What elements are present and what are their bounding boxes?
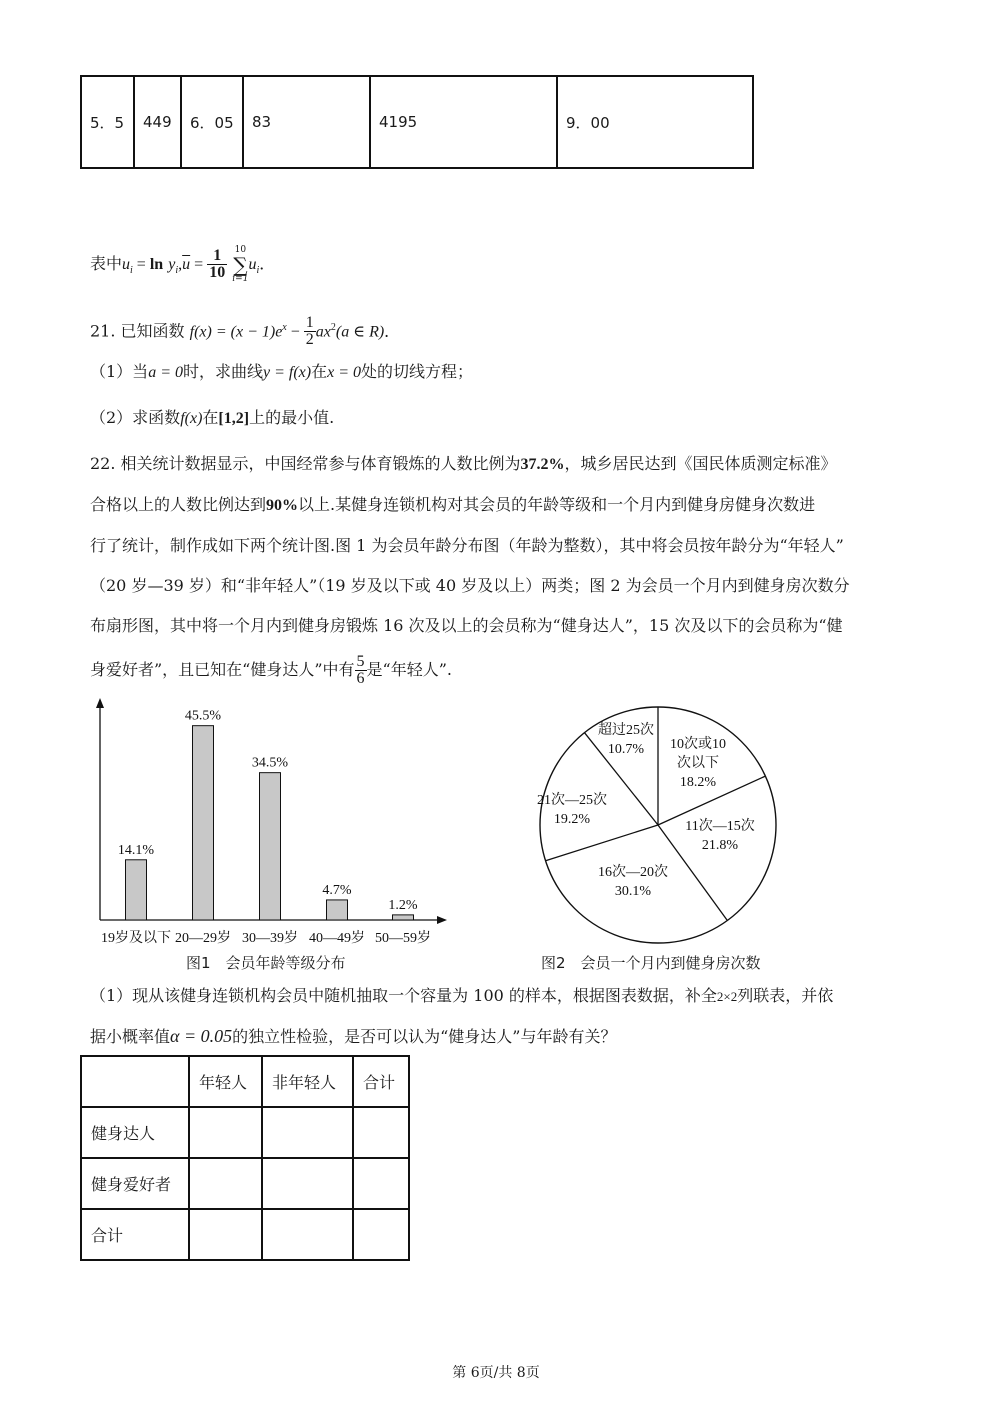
table-cell [189, 1209, 262, 1260]
bar [126, 860, 147, 920]
question-22-part1-line1: （1）现从该健身连锁机构会员中随机抽取一个容量为 100 的样本，根据图表数据，补全2×2列联表，并依 [90, 986, 834, 1005]
table-cell: 83 [243, 76, 370, 168]
fraction-5-6: $\frac{5}{6}$ [356, 653, 365, 687]
data-table-top [80, 75, 754, 169]
table-cell [262, 1209, 353, 1260]
table-header-row [81, 1056, 409, 1107]
slice-label: 16次—20次 [598, 865, 668, 880]
question-22-part1-line2: 据小概率值α = 0.05的独立性检验，是否可以认为“健身达人”与年龄有关？ [90, 1026, 617, 1046]
x-axis-arrow [437, 916, 447, 924]
slice-label: 21次—25次 [537, 793, 607, 808]
slice-label: 30.1% [614, 884, 652, 899]
tick-label: 30—39岁 [242, 931, 298, 946]
table-cell [189, 1107, 262, 1158]
table-cell [262, 1107, 353, 1158]
slice-label: 11次—15次 [685, 819, 755, 834]
slice-label: 10次或10 [670, 737, 726, 752]
slice-label: 18.2% [679, 775, 717, 790]
question-21-stem: 21. 已知函数 $f(x) = (x - 1)e^x$ − $\frac{1}{2}$ $ax^2(a$ ∈ R)． [90, 314, 401, 349]
bar [327, 900, 348, 920]
table-cell [262, 1158, 353, 1209]
slice-label: 10.7% [607, 742, 645, 757]
pie-chart-visits [530, 700, 790, 950]
question-22-text: 22. 相关统计数据显示，中国经常参与体育锻炼的人数比例为37.2%，城乡居民达到《国民体质测定标准》 合格以上的人数比例达到90%以上.某健身连锁机构对其会员的年龄等级和一个月内到健身房健身次数进 行了统计，制作成如下两个统计图.图 1 为会员年龄分布图（年龄为整数），其中将会员按年龄分为“年轻人” （20 岁—39 岁）和“非年轻人”（19 岁及以下或 40 岁及以上）两类；图 2 为会员一个月内到健身房次数分 布扇形图，其中将一个月内到健身房锻炼 16 次及以上的会员称为“健身达人”，15 次及以下的会员称为“健 身爱好者”，且已知在“健身达人”中有 $\frac{5}{6}$ 是“年轻人”. [90, 454, 850, 687]
table-header-cell [81, 1056, 189, 1107]
question-21-part1: （1）当a = 0时，求曲线y = f(x)在x = 0处的切线方程； [90, 362, 474, 381]
table-cell [353, 1209, 409, 1260]
data-label: 1.2% [388, 897, 418, 913]
data-label: 45.5% [184, 708, 222, 724]
summation: 10 ∑ i=1 [232, 244, 249, 284]
table-row [81, 76, 753, 168]
bar-chart-age [85, 690, 465, 952]
tick-label: 20—29岁 [175, 931, 231, 946]
table-note: 表中$u_i = \ln y_i,\overline{u}$ = $\frac{1}{10}$ 10 ∑ i=1 $u_i$． [90, 244, 276, 284]
table-cell: 4195 [370, 76, 557, 168]
y-axis-arrow [96, 698, 104, 708]
table-row-label: 健身达人 [81, 1107, 189, 1158]
note-prefix: 表中 [90, 254, 123, 273]
table-cell [189, 1158, 262, 1209]
table-cell [353, 1158, 409, 1209]
table-cell: 6．05 [181, 76, 243, 168]
slice-label: 19.2% [553, 812, 591, 827]
page-footer: 第 6页/共 8页 [452, 1365, 540, 1381]
contingency-table [80, 1055, 410, 1261]
data-label: 4.7% [322, 882, 352, 898]
table-cell: 9．00 [557, 76, 753, 168]
tick-label: 50—59岁 [375, 931, 431, 946]
data-label: 34.5% [251, 755, 289, 771]
table-cell [353, 1107, 409, 1158]
slice-label: 超过25次 [598, 723, 654, 738]
table-cell: 449 [134, 76, 181, 168]
slice-label: 21.8% [701, 838, 739, 853]
table-header-cell: 合计 [353, 1056, 409, 1107]
table-header-cell: 非年轻人 [262, 1056, 353, 1107]
tick-label: 40—49岁 [309, 931, 365, 946]
table-cell: 5．5 [81, 76, 134, 168]
table-row-label: 合计 [81, 1209, 189, 1260]
table-row [81, 1158, 409, 1209]
bar [260, 773, 281, 920]
fraction-1-10: $\frac{1}{10}$ [209, 247, 226, 281]
note-u: u [122, 256, 131, 273]
table-row [81, 1209, 409, 1260]
figure-2-caption: 图2 会员一个月内到健身房次数 [541, 954, 761, 972]
tick-label: 19岁及以下 [101, 931, 171, 946]
table-row-label: 健身爱好者 [81, 1158, 189, 1209]
data-label: 14.1% [117, 842, 155, 858]
table-header-cell: 年轻人 [189, 1056, 262, 1107]
figure-1-caption: 图1 会员年龄等级分布 [186, 954, 346, 972]
fraction-1-2: $\frac{1}{2}$ [305, 314, 314, 349]
slice-label: 次以下 [677, 756, 719, 771]
bar [193, 726, 214, 920]
bar [393, 915, 414, 920]
question-21-part2: （2）求函数f(x)在[1,2]上的最小值. [90, 408, 335, 427]
table-row [81, 1107, 409, 1158]
